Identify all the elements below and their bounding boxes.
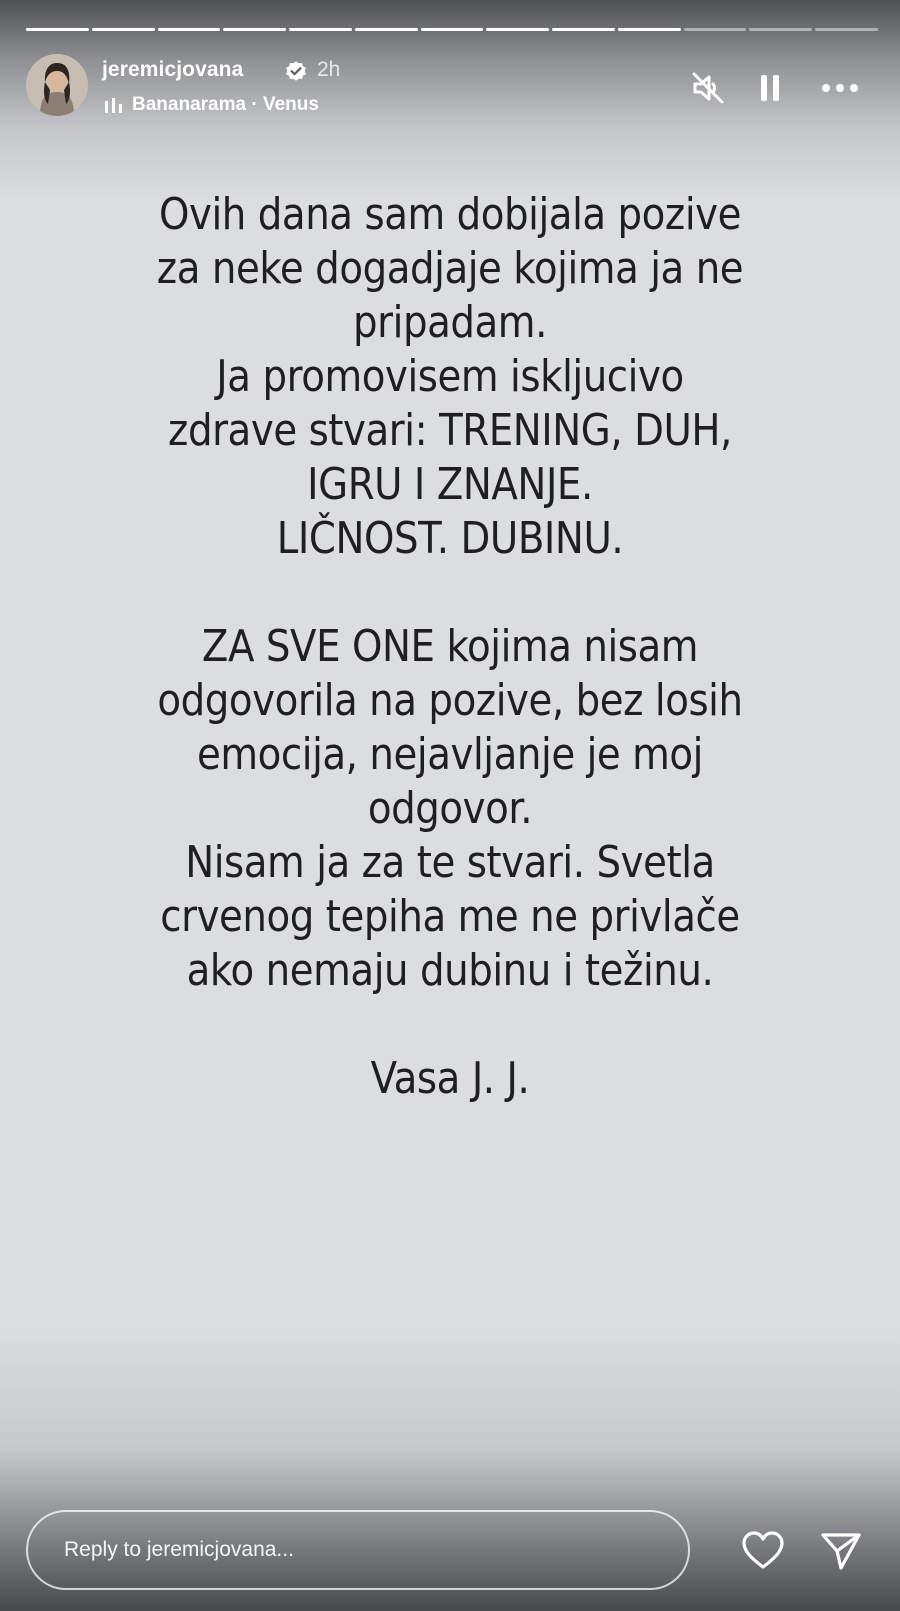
progress-segment <box>815 28 878 31</box>
story-line: za neke dogadjaje kojima ja ne <box>156 243 744 294</box>
reply-input[interactable] <box>26 1510 690 1590</box>
progress-segment <box>749 28 812 31</box>
story-line: LIČNOST. DUBINU. <box>276 513 624 564</box>
pause-icon[interactable] <box>750 68 790 108</box>
story-line: odgovorila na pozive, bez losih <box>157 675 743 726</box>
progress-segment <box>552 28 615 31</box>
progress-segment <box>684 28 747 31</box>
progress-segment <box>223 28 286 31</box>
progress-segment <box>289 28 352 31</box>
avatar-photo <box>26 54 88 116</box>
story-line: IGRU I ZNANJE. <box>307 459 593 510</box>
story-line: Ja promovisem iskljucivo <box>216 351 684 402</box>
send-icon[interactable] <box>818 1528 864 1574</box>
story-line: zdrave stvari: TRENING, DUH, <box>168 405 732 456</box>
story-line: crvenog tepiha me ne privlače <box>160 891 740 942</box>
music-bars-icon <box>104 98 124 114</box>
story-blank-line <box>89 566 811 620</box>
story-header <box>26 54 878 124</box>
verified-badge-icon <box>284 59 308 83</box>
story-line: Nisam ja za te stvari. Svetla <box>185 837 715 888</box>
progress-segment <box>92 28 155 31</box>
more-icon[interactable] <box>820 68 860 108</box>
story-line: pripadam. <box>353 297 547 348</box>
progress-segment <box>26 28 89 31</box>
heart-icon[interactable] <box>740 1528 786 1574</box>
music-label[interactable]: Bananarama · Venus <box>132 94 319 115</box>
story-line: ZA SVE ONE kojima nisam <box>201 621 699 672</box>
avatar[interactable] <box>26 54 88 116</box>
progress-segment <box>158 28 221 31</box>
story-line: ako nemaju dubinu i težinu. <box>186 945 714 996</box>
progress-segment <box>421 28 484 31</box>
story-text <box>89 188 811 1106</box>
post-time: 2h <box>317 58 341 81</box>
story-line: emocija, nejavljanje je moj <box>197 729 703 780</box>
story-line: Ovih dana sam dobijala pozive <box>158 189 742 240</box>
username[interactable]: jeremicjovana <box>102 58 244 81</box>
story-line: odgovor. <box>367 783 533 834</box>
story-progress-bar <box>26 28 878 32</box>
progress-segment <box>618 28 681 31</box>
progress-segment <box>486 28 549 31</box>
mute-icon[interactable] <box>688 68 728 108</box>
reply-placeholder: Reply to jeremicjovana... <box>64 1538 294 1561</box>
progress-segment <box>355 28 418 31</box>
story-signature: Vasa J. J. <box>370 1053 530 1104</box>
